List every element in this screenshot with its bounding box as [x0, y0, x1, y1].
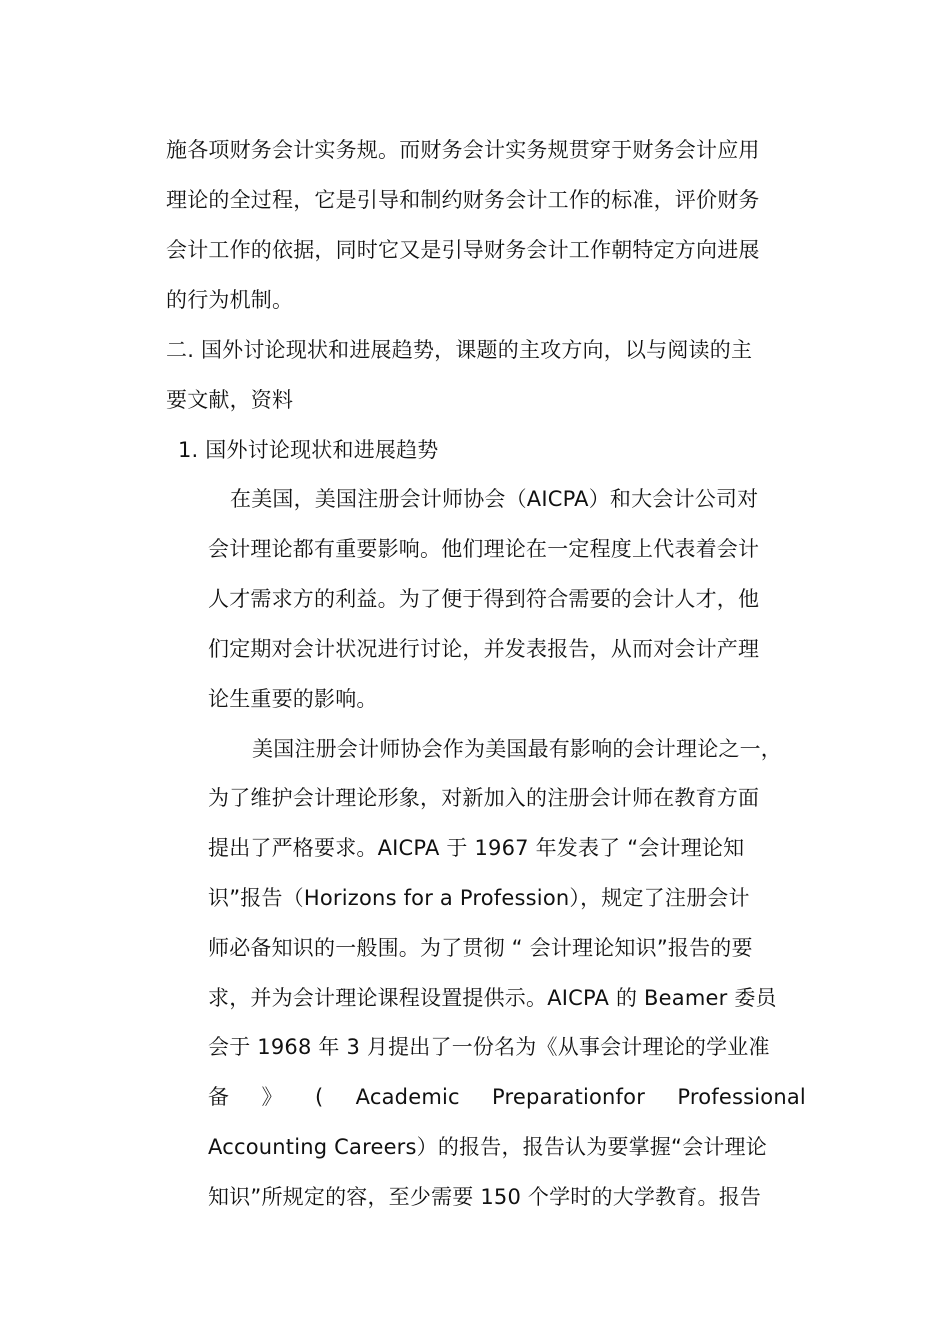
body-text-line: 美国注册会计师协会作为美国最有影响的会计理论之一， [252, 737, 782, 761]
body-text-line-justified [208, 1083, 806, 1111]
body-text-line: 知识”所规定的容，至少需要 150 个学时的大学教育。报告 [208, 1185, 762, 1209]
section-heading: 二. 国外讨论现状和进展趋势，课题的主攻方向，以与阅读的主 [166, 338, 753, 362]
body-text-line: Accounting Careers）的报告，报告认为要掌握“会计理论 [208, 1135, 767, 1159]
body-text-line: 会计理论都有重要影响。他们理论在一定程度上代表着会计 [208, 537, 760, 561]
body-text-line: 论生重要的影响。 [208, 687, 378, 711]
body-text-line: 会于 1968 年 3 月提出了一份名为《从事会计理论的学业准 [208, 1035, 770, 1059]
body-text-line: 求，并为会计理论课程设置提供示。AICPA 的 Beamer 委员 [208, 986, 777, 1010]
justified-word: Professional [677, 1085, 806, 1109]
body-text-line: 施各项财务会计实务规。而财务会计实务规贯穿于财务会计应用 [166, 138, 760, 162]
body-text-line: 们定期对会计状况进行讨论，并发表报告，从而对会计产理 [208, 637, 760, 661]
justified-word: ( [314, 1085, 324, 1109]
body-text-line: 在美国，美国注册会计师协会（AICPA）和大会计公司对 [230, 487, 759, 511]
body-text-line: 提出了严格要求。AICPA 于 1967 年发表了 “会计理论知 [208, 836, 745, 860]
body-text-line: 人才需求方的利益。为了便于得到符合需要的会计人才，他 [208, 587, 760, 611]
body-text-line: 会计工作的依据，同时它又是引导财务会计工作朝特定方向进展 [166, 238, 760, 262]
justified-word: Academic [355, 1085, 460, 1109]
justified-word: Preparationfor [492, 1085, 646, 1109]
body-text-line: 识”报告（Horizons for a Profession），规定了注册会计 [208, 886, 750, 910]
body-text-line: 的行为机制。 [166, 288, 294, 312]
justified-word: 备 [208, 1085, 230, 1109]
justified-word: 》 [261, 1085, 283, 1109]
section-heading: 要文献，资料 [166, 388, 294, 412]
subsection-heading: 1. 国外讨论现状和进展趋势 [178, 438, 439, 462]
body-text-line: 师必备知识的一般围。为了贯彻 “ 会计理论知识”报告的要 [208, 936, 753, 960]
body-text-line: 理论的全过程，它是引导和制约财务会计工作的标准，评价财务 [166, 188, 760, 212]
body-text-line: 为了维护会计理论形象，对新加入的注册会计师在教育方面 [208, 786, 760, 810]
